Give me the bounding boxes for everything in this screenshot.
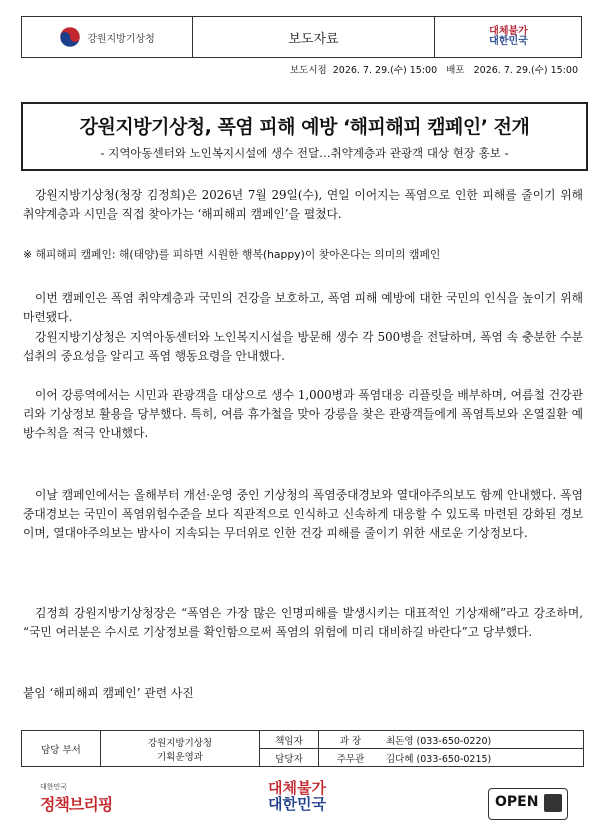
role-1: 책임자 (260, 731, 319, 749)
campaign-note: ※ 해피해피 캠페인: 해(태양)를 피하면 시원한 행복(happy)이 찾아온다는 의미의 캠페인 (23, 248, 441, 261)
license-icon (544, 794, 562, 812)
person-1: 최돈영 (033-650-0220) (382, 731, 584, 749)
note-text: 해(태양)를 피하면 시원한 행복(happy)이 찾아온다는 의미의 캠페인 (119, 248, 441, 261)
doc-type: 보도자료 (288, 31, 339, 47)
contact-table (21, 730, 584, 767)
slogan-top: 대체불가 (489, 26, 528, 37)
agency-name: 강원지방기상청 (87, 33, 155, 45)
subtitle: - 지역아동센터와 노인복지시설에 생수 전달…취약계층과 관광객 대상 현장 홍보 - (100, 146, 509, 160)
paragraph-5: 이날 캠페인에서는 올해부터 개선·운영 중인 기상청의 폭염중대경보와 열대야주의보도 함께 안내했다. 폭염중대경보는 국민이 폭염위험수준을 보다 직관적으로 인식하고 신속하게 대응할 수 있도록 마련된 강화된 경보이며, 열대야주의보는 밤사이 지속되는 무더위로 인한 건강 피해를 줄이기 위한 새로운 기상정보다. (23, 488, 583, 540)
title-box (21, 102, 588, 171)
policy-briefing-logo: 대한민국 정책브리핑 (40, 783, 113, 814)
release-dates: 보도시점 2026. 7. 29.(수) 15:00 배포 2026. 7. 29.(수) 15:00 (289, 65, 578, 76)
taegeuk-emblem-icon (59, 26, 81, 48)
open-license-badge: OPEN (488, 788, 568, 820)
slogan-footer-logo: 대체불가 대한민국 (268, 779, 326, 813)
slogan-logo (434, 17, 582, 57)
header-box (21, 16, 582, 58)
paragraph-3: 강원지방기상청은 지역아동센터와 노인복지시설을 방문해 생수 각 500병을 전달하며, 폭염 속 충분한 수분 섭취의 중요성을 알리고 폭염 행동요령을 안내했다. (23, 330, 583, 363)
paragraph-2: 이번 캠페인은 폭염 취약계층과 국민의 건강을 보호하고, 폭염 피해 예방에 대한 국민의 인식을 높이기 위해 마련됐다. (23, 291, 583, 324)
page-title: 강원지방기상청, 폭염 피해 예방 ‘해피해피 캠페인’ 전개 (79, 116, 530, 138)
title-2: 주무관 (319, 749, 383, 767)
paragraph-6: 김정희 강원지방기상청장은 “폭염은 가장 많은 인명피해를 발생시키는 대표적인 기상재해”라고 강조하며, “국민 여러분은 수시로 기상정보를 확인함으로써 폭염의 위험에 미리 대비하길 바란다”고 당부했다. (23, 606, 583, 639)
agency-logo (22, 17, 193, 57)
slogan-bottom: 대한민국 (489, 36, 528, 47)
person-2: 김다혜 (033-650-0215) (382, 749, 584, 767)
dept-name: 강원지방기상청 기획운영과 (101, 731, 260, 767)
paragraph-4: 이어 강릉역에서는 시민과 관광객을 대상으로 생수 1,000병과 폭염대응 리플릿을 배부하며, 여름철 건강관리와 기상정보 활용을 당부했다. 특히, 여름 휴가철을 맞아 강릉을 찾은 관광객들에게 폭염특보와 온열질환 예방수칙을 적극 안내했다. (23, 388, 583, 440)
attachment-line: 붙임 ‘해피해피 캠페인’ 관련 사진 (23, 686, 194, 700)
paragraph-1: 강원지방기상청(청장 김정희)은 2026년 7월 29일(수), 연일 이어지는 폭염으로 인한 피해를 줄이기 위해 취약계층과 시민을 직접 찾아가는 ‘해피해피 캠페인’을 펼쳤다. (23, 188, 583, 221)
title-1: 과 장 (319, 731, 383, 749)
dept-label: 담당 부서 (22, 731, 101, 767)
role-2: 담당자 (260, 749, 319, 767)
